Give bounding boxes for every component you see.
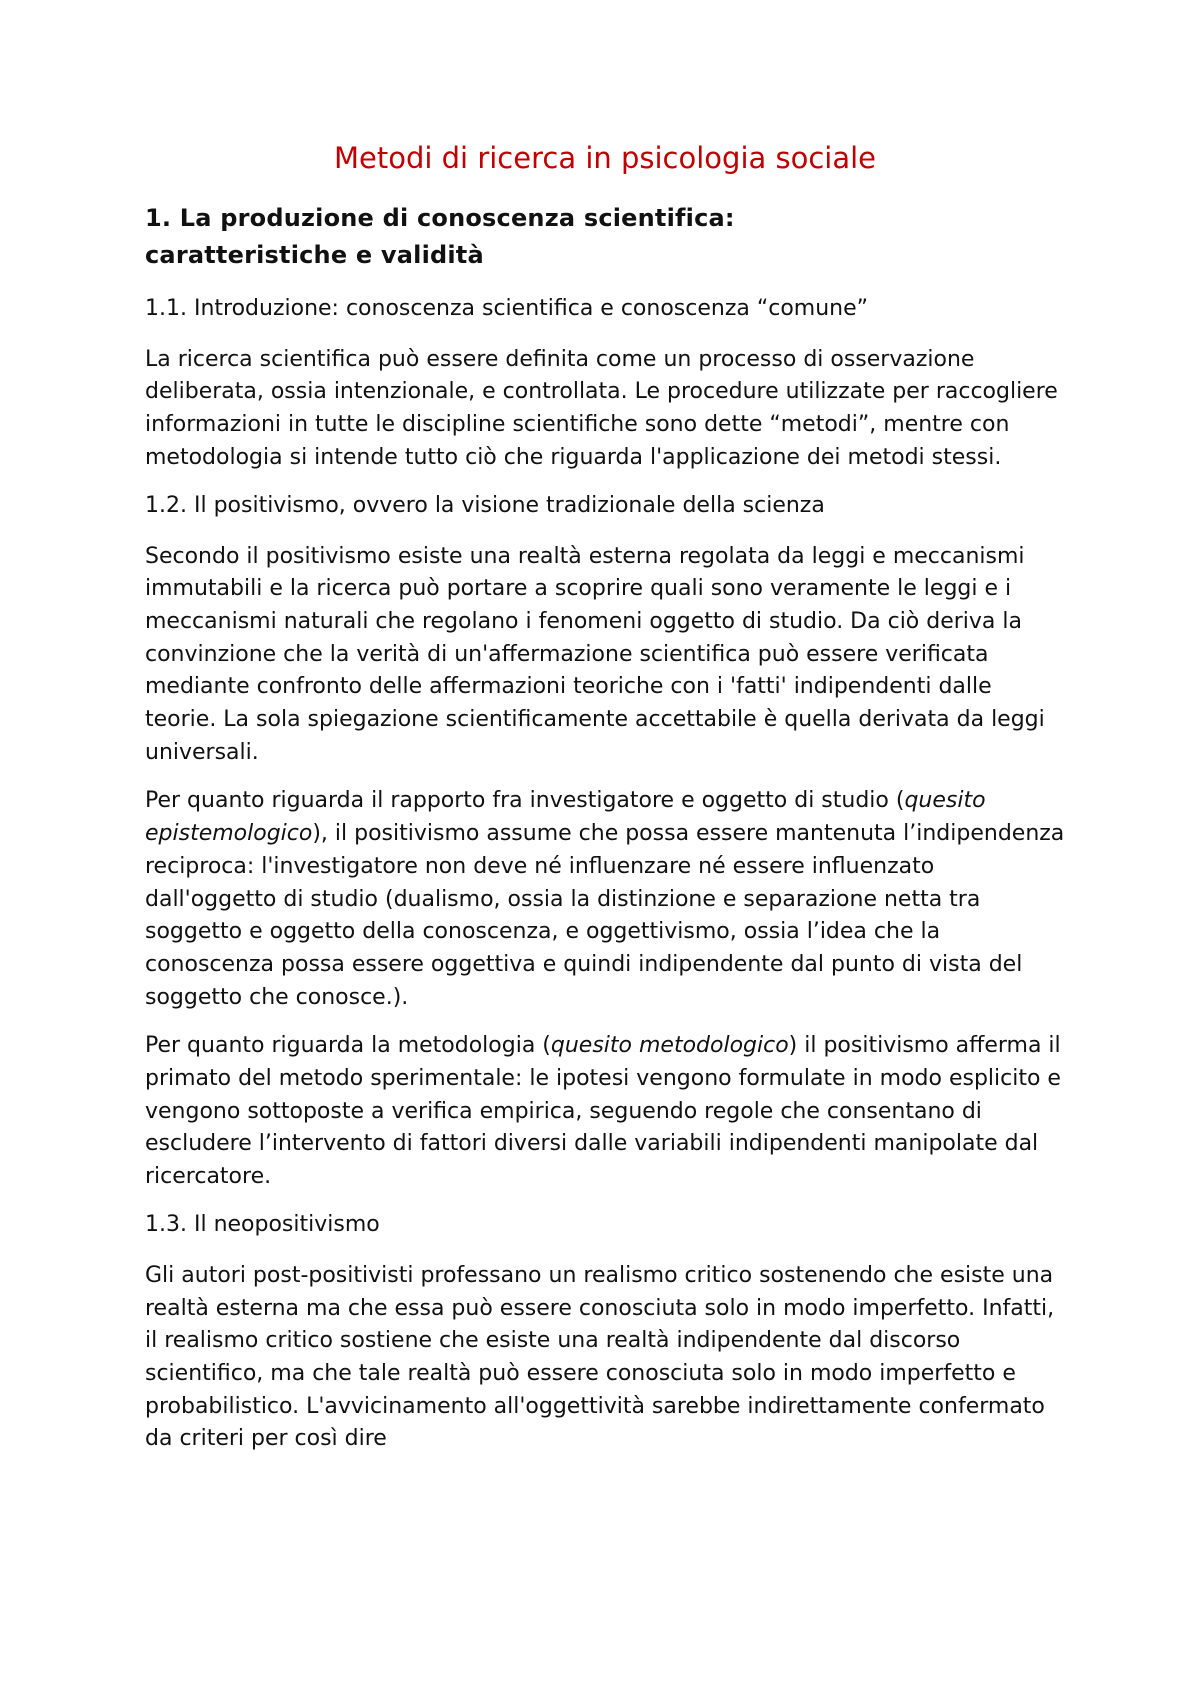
paragraph-text: Per quanto riguarda il rapporto fra investigatore e oggetto di studio ( [145, 788, 905, 814]
section-1-2-paragraph-2 [145, 785, 1065, 1014]
paragraph-text: ) il positivismo afferma il primato del metodo sperimentale: le ipotesi vengono formulate in modo esplicito e vengono sottoposte a verifica empirica, seguendo regole che consentano di escludere l’intervento di fattori diversi dalle variabili indipendenti manipolate dal ricercatore. [145, 1033, 1061, 1190]
document-page [145, 140, 1065, 1472]
section-1-2-paragraph-1: Secondo il positivismo esiste una realtà esterna regolata da leggi e meccanismi immutabili e la ricerca può portare a scoprire quali sono veramente le leggi e i meccanismi naturali che regolano i fenomeni oggetto di studio. Da ciò deriva la convinzione che la verità di un'affermazione scientifica può essere verificata mediante confronto delle affermazioni teoriche con i 'fatti' indipendenti dalle teorie. La sola spiegazione scientificamente accettabile è quella derivata da leggi universali. [145, 543, 1045, 765]
chapter-1-heading [145, 200, 1065, 274]
paragraph-text: Per quanto riguarda la metodologia ( [145, 1033, 551, 1059]
section-1-2-paragraph-3 [145, 1030, 1065, 1194]
italic-term: quesito epistemologico [145, 788, 986, 847]
section-1-1-heading: 1.1. Introduzione: conoscenza scientifica e conoscenza “comune” [145, 295, 869, 321]
section-1-3-heading: 1.3. Il neopositivismo [145, 1211, 380, 1237]
document-title: Metodi di ricerca in psicologia sociale [333, 141, 877, 175]
italic-term: quesito metodologico [550, 1033, 789, 1059]
section-1-1-paragraph: La ricerca scientifica può essere definita come un processo di osservazione deliberata, ossia intenzionale, e controllata. Le procedure utilizzate per raccogliere informazioni in tutte le discipline scientifiche sono dette “metodi”, mentre con metodologia si intende tutto ciò che riguarda l'applicazione dei metodi stessi. [145, 346, 1058, 470]
paragraph-text: ), il positivismo assume che possa essere mantenuta l’indipendenza reciproca: l'investigatore non deve né influenzare né essere influenzato dall'oggetto di studio (dualismo, ossia la distinzione e separazione netta tra soggetto e oggetto della conoscenza, e oggettivismo, ossia l’idea che la conoscenza possa essere oggettiva e quindi indipendente dal punto di vista del soggetto che conosce.). [145, 821, 1065, 1010]
section-1-2-heading: 1.2. Il positivismo, ovvero la visione tradizionale della scienza [145, 492, 825, 518]
chapter-1-heading-line2: caratteristiche e validità [145, 240, 484, 269]
section-1-3-paragraph: Gli autori post-positivisti professano un realismo critico sostenendo che esiste una realtà esterna ma che essa può essere conosciuta solo in modo imperfetto. Infatti, il realismo critico sostiene che esiste una realtà indipendente dal discorso scientifico, ma che tale realtà può essere conosciuta solo in modo imperfetto e probabilistico. L'avvicinamento all'oggettività sarebbe indirettamente confermato da criteri per così dire [145, 1262, 1055, 1452]
chapter-1-heading-line1: 1. La produzione di conoscenza scientifica: [145, 203, 735, 232]
